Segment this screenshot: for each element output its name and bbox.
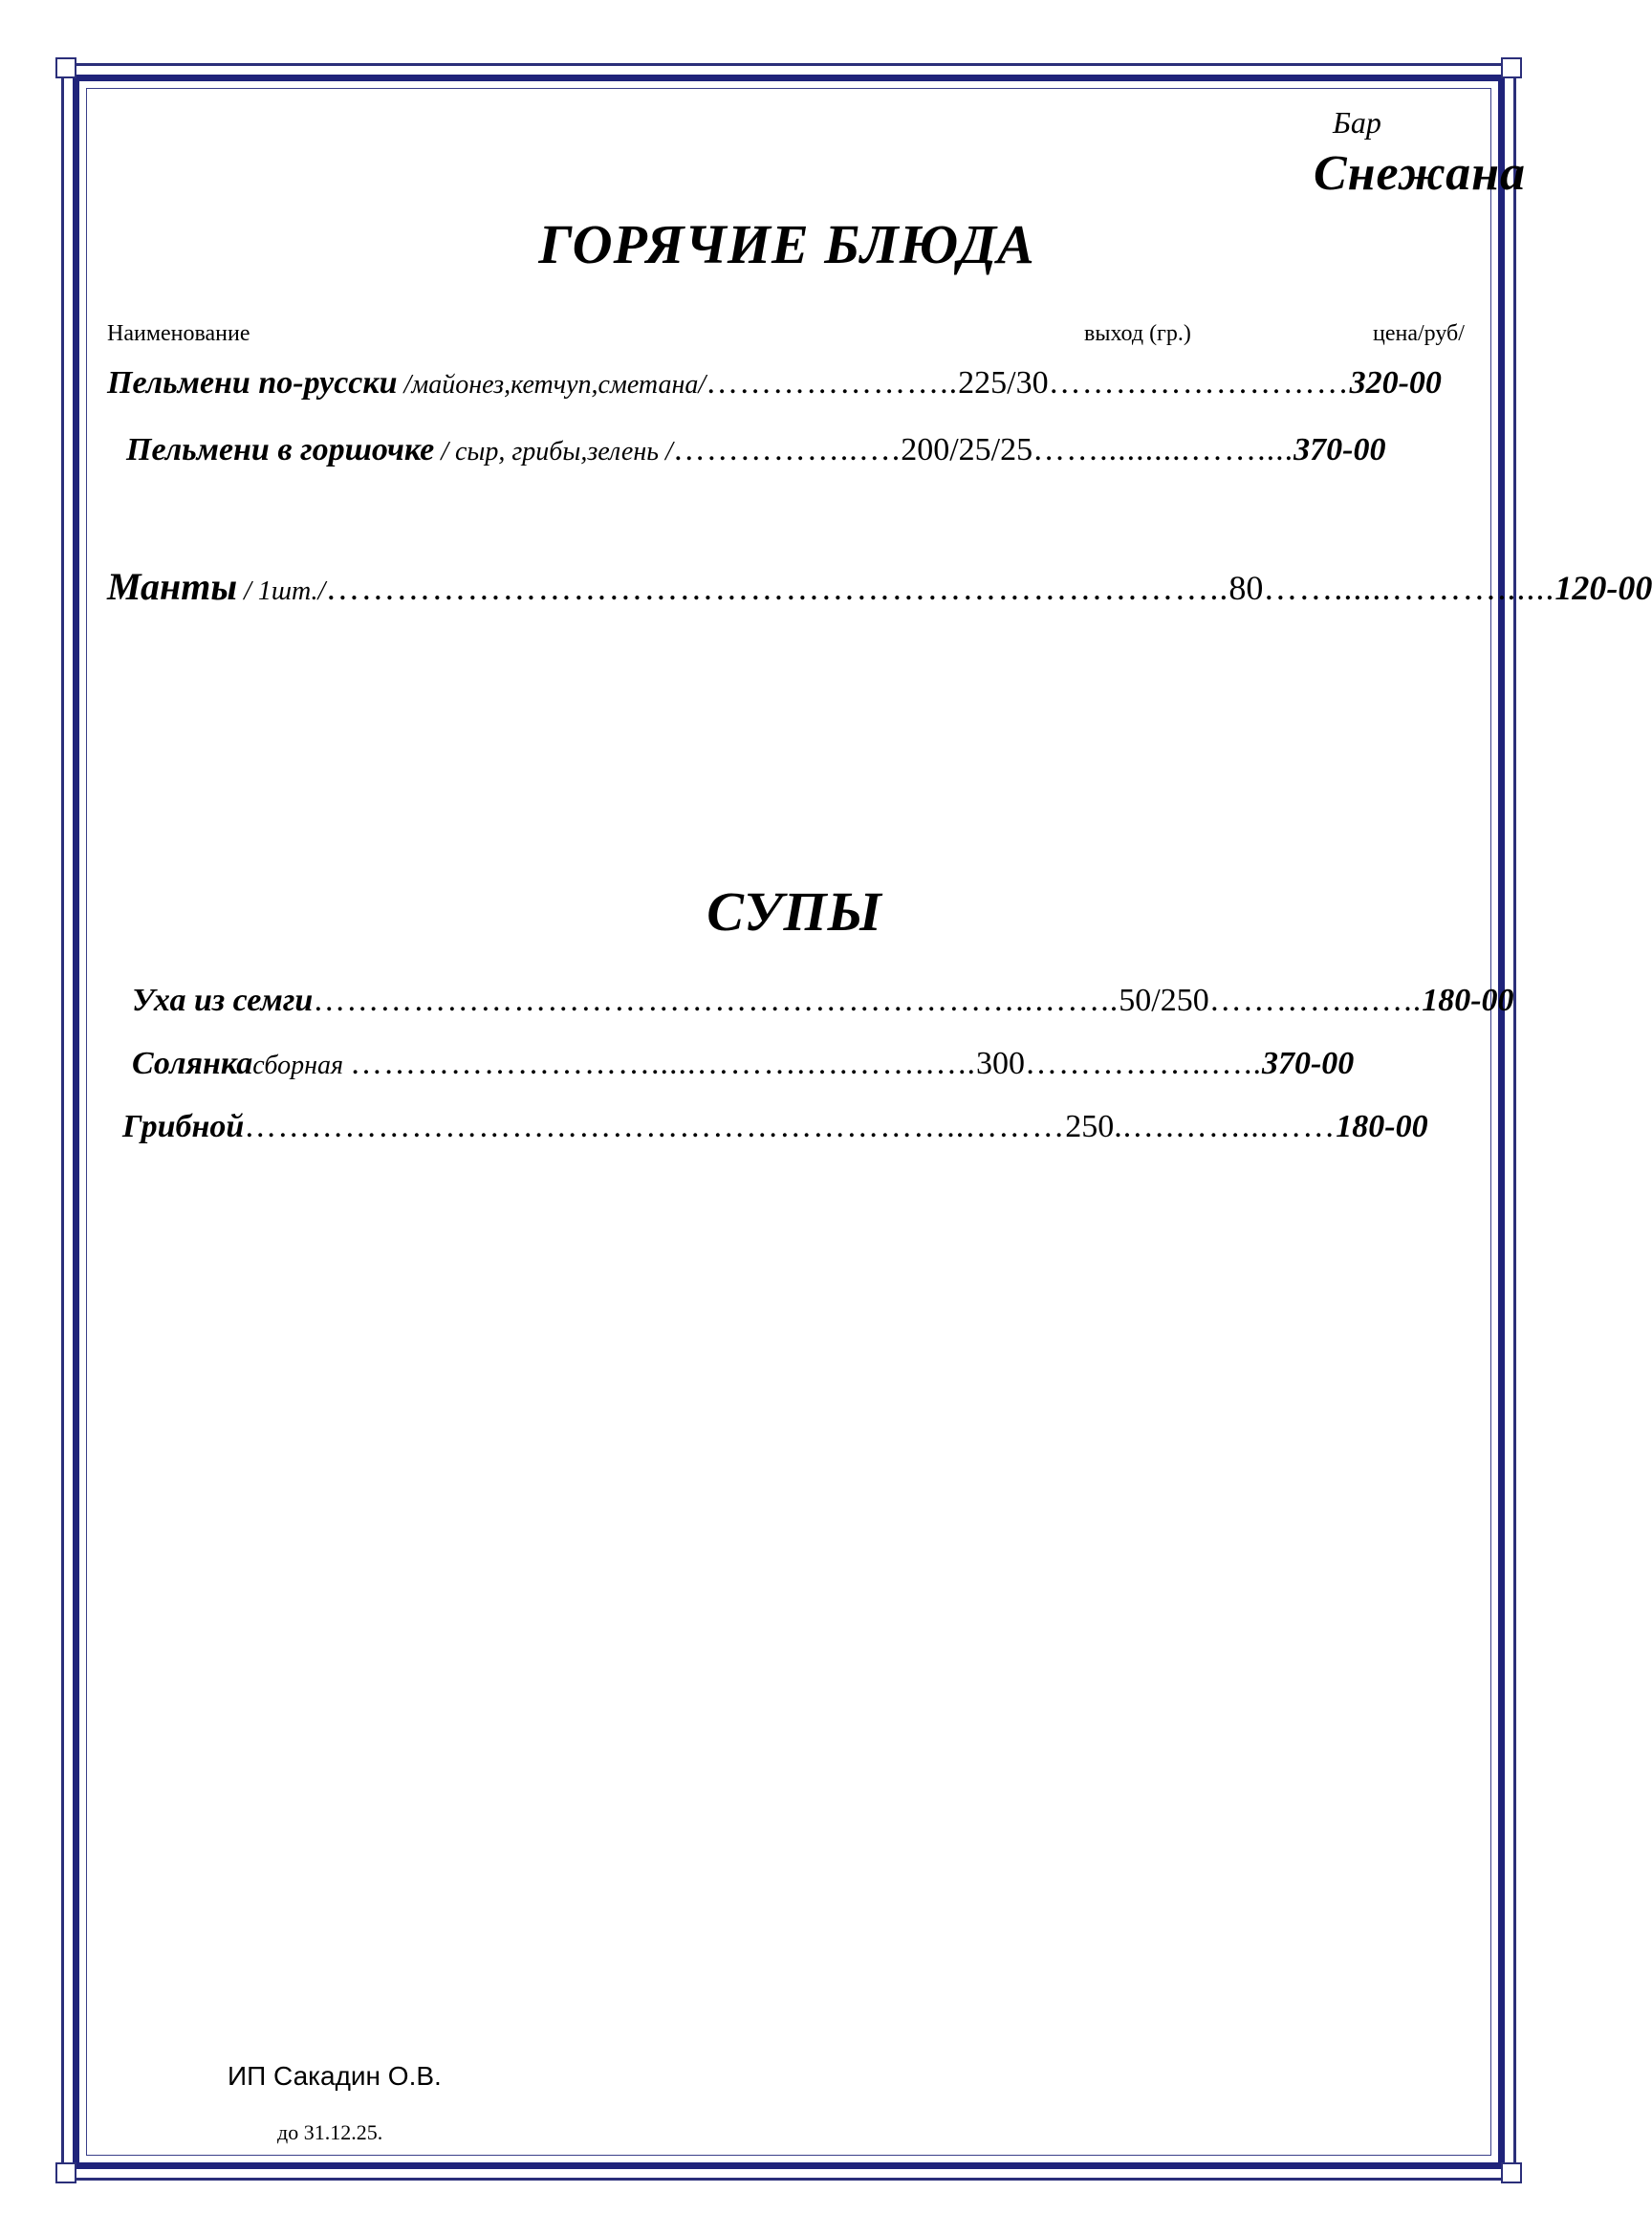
bar-name: Снежана [1314, 146, 1527, 201]
menu-item [107, 365, 1442, 402]
frame-corner-ornament [1501, 2162, 1522, 2183]
menu-item-name: Уха из семги [132, 983, 314, 1018]
section-title-hot-dishes: ГОРЯЧИЕ БЛЮДА [538, 213, 1035, 275]
menu-item-yield: 300 [975, 1046, 1025, 1081]
menu-item-price: 180-00 [1422, 983, 1514, 1018]
section-title-soups: СУПЫ [706, 880, 882, 943]
menu-item-price: 370-00 [1261, 1046, 1355, 1081]
frame-corner-ornament [1501, 57, 1522, 78]
column-header-price: цена/руб/ [1373, 321, 1465, 346]
menu-item [107, 564, 1652, 609]
column-header-name: Наименование [107, 321, 250, 346]
footer-valid-until: до 31.12.25. [277, 2120, 383, 2144]
menu-item-yield: 225/30 [958, 365, 1049, 401]
frame-corner-ornament [55, 2162, 76, 2183]
leader-dots: ……......………...... [1263, 569, 1555, 607]
menu-item-name: Солянка [132, 1046, 253, 1081]
leader-dots: ..….……...…… [1114, 1109, 1337, 1144]
menu-item-yield: 80 [1228, 569, 1264, 607]
leader-dots: ………………………………………………………..……… [244, 1109, 1066, 1144]
leader-dots: ……………..…. [672, 432, 902, 467]
leader-dots: ……………………… [1048, 365, 1350, 401]
menu-item-note: / сыр, грибы,зелень / [434, 437, 673, 467]
leader-dots: …………...….. [1208, 983, 1423, 1018]
menu-item-name: Манты [107, 565, 238, 608]
menu-item-price: 320-00 [1349, 365, 1442, 401]
menu-item-yield: 250 [1065, 1109, 1115, 1144]
footer-owner: ИП Сакадин О.В. [228, 2061, 442, 2091]
leader-dots: ……………………….....……….….…….….. [349, 1046, 976, 1081]
leader-dots: ………………………………………………………………….. [325, 569, 1229, 607]
menu-item [132, 983, 1514, 1019]
menu-item-price: 120-00 [1554, 569, 1652, 607]
menu-item-note: /майонез,кетчуп,сметана/ [397, 370, 706, 400]
menu-item-yield: 200/25/25 [901, 432, 1033, 467]
menu-item-name: Грибной [122, 1109, 245, 1144]
menu-item [126, 432, 1385, 468]
menu-item-name: Пельмени по-русски [107, 365, 398, 401]
leader-dots: ……..........…….... [1032, 432, 1294, 467]
menu-item [122, 1109, 1428, 1145]
frame-corner-ornament [55, 57, 76, 78]
menu-item-note: / 1шт./ [237, 576, 326, 606]
menu-item-yield: 50/250 [1119, 983, 1209, 1018]
leader-dots: ………………………………………………………..…….. [313, 983, 1119, 1018]
column-header-yield: выход (гр.) [1084, 321, 1191, 346]
leader-dots: ………………….. [706, 365, 959, 401]
menu-item-note: сборная [252, 1051, 350, 1080]
leader-dots: ……………..….. [1024, 1046, 1262, 1081]
bar-label: Бар [1333, 105, 1381, 140]
menu-item-price: 180-00 [1336, 1109, 1428, 1144]
menu-item-name: Пельмени в горшочке [126, 432, 435, 467]
menu-item [132, 1046, 1354, 1082]
menu-item-price: 370-00 [1293, 432, 1386, 467]
